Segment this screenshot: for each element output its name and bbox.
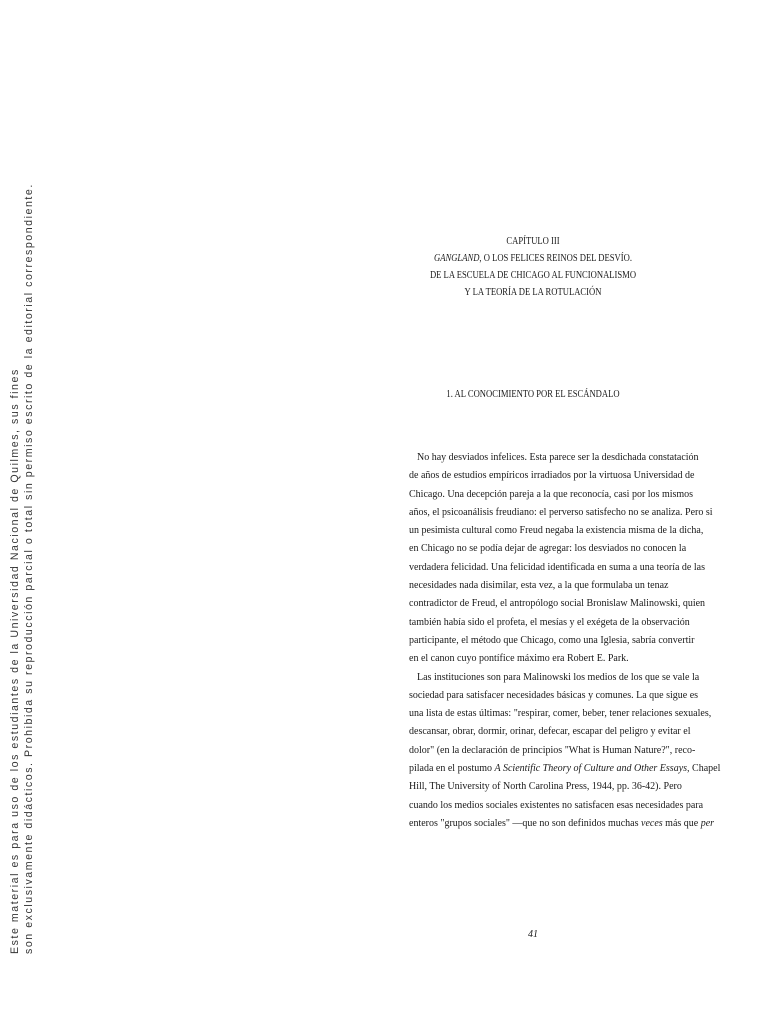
paragraph-1-line: contradictor de Freud, el antropólogo social Bronislaw Malinowski, quien [409, 598, 706, 610]
section-heading: 1. AL CONOCIMIENTO POR EL ESCÁNDALO [446, 389, 620, 400]
paragraph-2-line: descansar, obrar, dormir, orinar, defecar, escapar del peligro y evitar el [409, 726, 691, 738]
paragraph-2-line: Hill, The University of North Carolina Press, 1944, pp. 36-42). Pero [409, 781, 682, 793]
paragraph-2-line: sociedad para satisfacer necesidades básicas y comunes. La que sigue es [409, 689, 699, 701]
chapter-heading [427, 233, 639, 301]
paragraph-1-line: No hay desviados infelices. Esta parece ser la desdichada constatación [417, 452, 699, 463]
chapter-title [427, 250, 639, 267]
text-span: pilada en el postumo [409, 763, 495, 775]
paragraph-2-line: cuando los medios sociales existentes no satisfacen esas necesidades para [409, 799, 704, 811]
paragraph-1-line: participante, el método que Chicago, como una Iglesia, sabría convertir [409, 634, 695, 646]
paragraph-2-line [409, 760, 721, 778]
text-span: más que [662, 817, 701, 829]
chapter-subtitle-2: Y LA TEORÍA DE LA ROTULACIÓN [464, 287, 602, 298]
italic-word: per [700, 817, 715, 829]
paragraph-2-line: una lista de estas últimas: "respirar, comer, beber, tener relaciones sexuales, [409, 708, 712, 720]
page-number: 41 [528, 929, 538, 940]
chapter-title-italic: GANGLAND [434, 253, 480, 264]
paragraph-1-line: años, el psicoanálisis freudiano: el perverso satisfecho no se analiza. Pero si [409, 506, 713, 518]
paragraph-2-line [409, 815, 715, 833]
paragraph-2-line: Las instituciones son para Malinowski los medios de los que se vale la [417, 671, 700, 683]
paragraph-2-line: dolor" (en la declaración de principios "What is Human Nature?", reco- [409, 744, 696, 756]
book-title: A Scientific Theory of Culture and Other Essays, [494, 763, 690, 775]
chapter-subtitle-1: DE LA ESCUELA DE CHICAGO AL FUNCIONALISMO [429, 270, 637, 281]
paragraph-1-line: de años de estudios empíricos irradiados por la virtuosa Universidad de [409, 470, 695, 482]
copyright-notice-line-1: Este material es para uso de los estudiantes de la Universidad Nacional de Quilmes, sus fines [9, 368, 21, 954]
chapter-label: CAPÍTULO III [506, 236, 560, 247]
paragraph-1-line: necesidades nada disimilar, esta vez, a la que formulaba un tenaz [409, 580, 669, 592]
paragraph-1-line: también había sido el profeta, el mesías y el exégeta de la observación [409, 616, 690, 628]
paragraph-1-line: Chicago. Una decepción pareja a la que reconocía, casi por los mismos [409, 488, 694, 500]
paragraph-1-line: un pesimista cultural como Freud negaba la existencia misma de la dicha, [409, 525, 704, 537]
text-span: enteros "grupos sociales" —que no son definidos muchas [409, 817, 642, 829]
copyright-notice-line-2: son exclusivamente didácticos. Prohibida su reproducción parcial o total sin permiso escrito de la editorial correspondiente. [23, 183, 35, 954]
body-text [409, 449, 721, 833]
text-span: Chapel [689, 763, 721, 775]
chapter-title-rest: , O LOS FELICES REINOS DEL DESVÍO. [479, 253, 632, 264]
paragraph-1-line: en Chicago no se podía dejar de agregar: los desviados no conocen la [409, 543, 687, 555]
paragraph-1-line: verdadera felicidad. Una felicidad identificada en suma a una teoría de las [409, 561, 705, 573]
italic-word: veces [641, 817, 663, 829]
copyright-notice [0, 0, 44, 1024]
paragraph-1-line: en el canon cuyo pontífice máximo era Robert E. Park. [409, 653, 629, 665]
